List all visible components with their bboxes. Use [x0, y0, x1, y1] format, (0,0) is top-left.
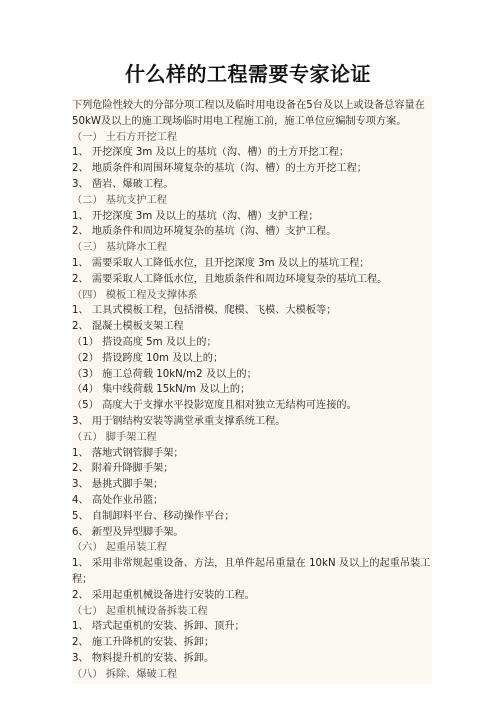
section-heading: （八） 拆除、爆破工程: [72, 668, 178, 680]
list-item: 2、 附着升降脚手架；: [72, 463, 174, 475]
document-title: 什么样的工程需要专家论证: [125, 62, 371, 86]
list-item: 2、 地质条件和周边环境复杂的基坑（沟、槽）支护工程。: [72, 226, 337, 238]
section-heading: （二） 基坑支护工程: [72, 194, 167, 206]
list-item: 3、 物料提升机的安装、拆卸。: [72, 652, 215, 664]
sub-list-item: （2） 搭设跨度 10m 及以上的；: [72, 352, 224, 364]
list-item: 2、 混凝土模板支架工程: [72, 321, 184, 333]
list-item: 4、 高处作业吊篮；: [72, 494, 164, 506]
intro-paragraph: 下列危险性较大的分部分项工程以及临时用电设备在5台及以上或设备总容量在50kW及以上的施工现场临时用电工程施工前，施工单位应编制专项方案。: [72, 100, 425, 127]
list-item: 3、 凿岩、爆破工程。: [72, 178, 174, 190]
document-body: [72, 96, 432, 684]
list-item: 3、 悬挑式脚手架；: [72, 479, 164, 491]
sub-list-item: （1） 搭设高度 5m 及以上的；: [72, 336, 217, 348]
list-item: 6、 新型及异型脚手架。: [72, 526, 184, 538]
section-heading: （五） 脚手架工程: [72, 431, 157, 443]
section-heading: （一） 土石方开挖工程: [72, 131, 178, 143]
list-item: 1、 采用非常规起重设备、方法，且单件起吊重量在 10kN 及以上的起重吊装工程；: [72, 558, 431, 585]
section-heading: （六） 起重吊装工程: [72, 542, 167, 554]
list-item: 1、 塔式起重机的安装、拆卸、顶升；: [72, 621, 245, 633]
sub-list-item: （4） 集中线荷载 15kN/m 及以上的；: [72, 384, 251, 396]
list-item: 2、 需要采取人工降低水位，且地质条件和周边环境复杂的基坑工程。: [72, 273, 388, 285]
list-item: 2、 地质条件和周围环境复杂的基坑（沟、槽）的土方开挖工程；: [72, 163, 367, 175]
section-heading: （四） 模板工程及支撑体系: [72, 289, 198, 301]
section-heading: （三） 基坑降水工程: [72, 242, 167, 254]
sub-list-item: （3） 施工总荷载 10kN/m2 及以上的；: [72, 368, 257, 380]
section-list: [72, 130, 432, 683]
list-item: 1、 开挖深度 3m 及以上的基坑（沟、槽）的土方开挖工程；: [72, 147, 350, 159]
sub-list-item: （5） 高度大于支撑水平投影宽度且相对独立无结构可连接的。: [72, 400, 357, 412]
list-item: 1、 工具式模板工程，包括滑模、爬模、飞模、大模板等；: [72, 305, 337, 317]
list-item: 3、 用于钢结构安装等满堂承重支撑系统工程。: [72, 415, 286, 427]
list-item: 2、 施工升降机的安装、拆卸；: [72, 637, 215, 649]
list-item: 5、 自制卸料平台、移动操作平台；: [72, 510, 235, 522]
list-item: 1、 落地式钢管脚手架；: [72, 447, 184, 459]
list-item: 1、 需要采取人工降低水位，且开挖深度 3m 及以上的基坑工程；: [72, 257, 370, 269]
list-item: 1、 开挖深度 3m 及以上的基坑（沟、槽）支护工程；: [72, 210, 319, 222]
section-heading: （七） 起重机械设备拆装工程: [72, 605, 208, 617]
list-item: 2、 采用起重机械设备进行安装的工程。: [72, 589, 255, 601]
